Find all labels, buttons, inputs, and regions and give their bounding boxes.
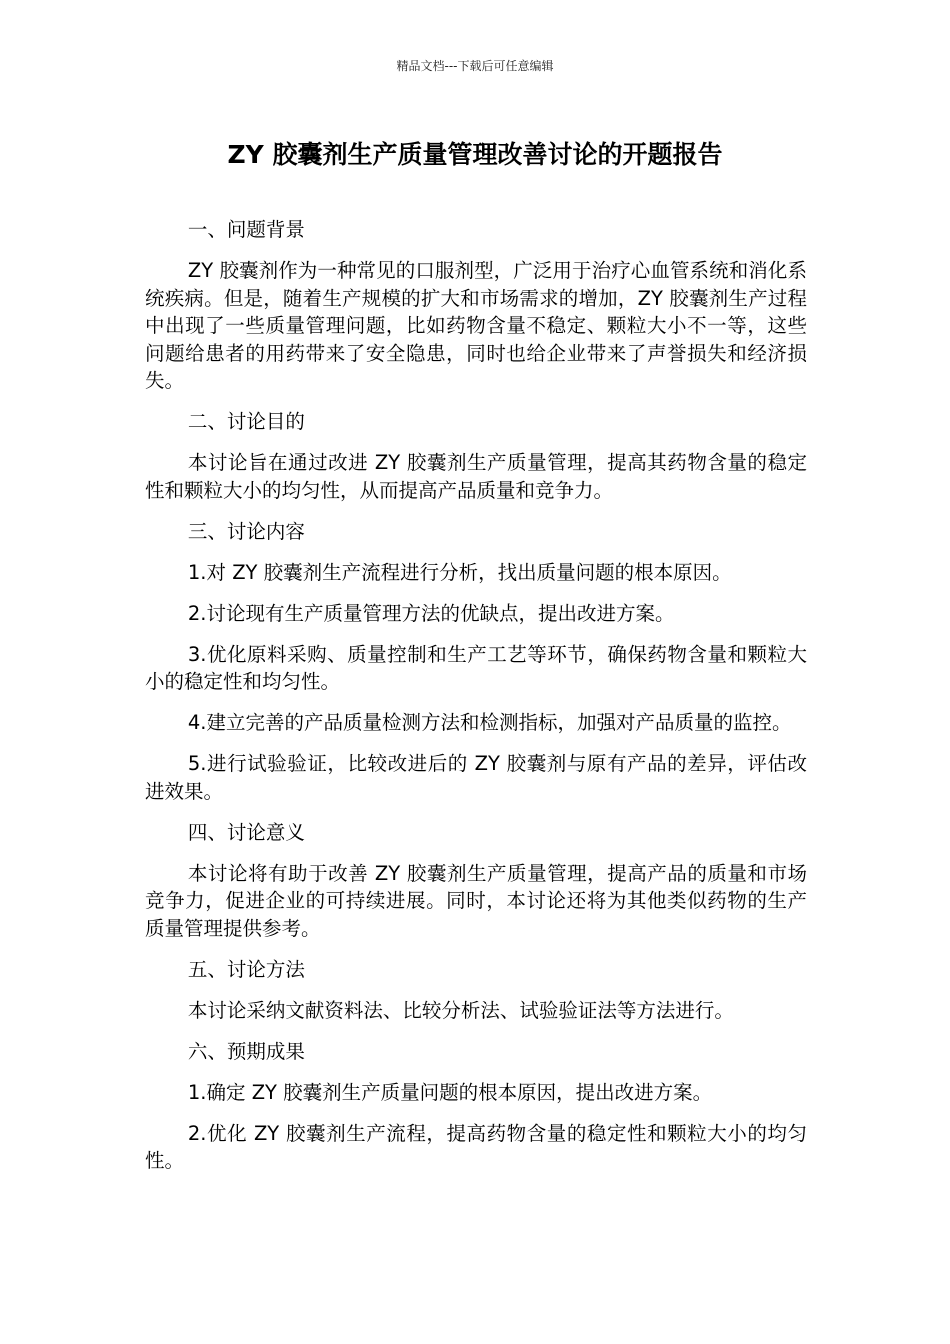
- section-methods: [145, 956, 807, 1025]
- paragraph: ZY 胶囊剂作为一种常见的口服剂型，广泛用于治疗心血管系统和消化系统疾病。但是，随着生产规模的扩大和市场需求的增加，ZY 胶囊剂生产过程中出现了一些质量管理问题，比如药物含量不稳定、颗粒大小不一等，这些问题给患者的用药带来了安全隐患，同时也给企业带来了声誉损失和经济损失。: [145, 259, 807, 392]
- paragraph: 本讨论采纳文献资料法、比较分析法、试验验证法等方法进行。: [187, 998, 734, 1022]
- section-heading: 二、讨论目的: [187, 410, 305, 433]
- section-heading: 五、讨论方法: [187, 957, 305, 981]
- document-title: ZY 胶囊剂生产质量管理改善讨论的开题报告: [227, 140, 723, 169]
- section-expected-results: [145, 1038, 807, 1175]
- section-significance: [145, 819, 807, 943]
- list-item: 2.讨论现有生产质量管理方法的优缺点，提出改进方案。: [187, 601, 675, 625]
- list-item: 1.确定 ZY 胶囊剂生产质量问题的根本原因，提出改进方案。: [187, 1080, 713, 1104]
- paragraph: 本讨论将有助于改善 ZY 胶囊剂生产质量管理，提高产品的质量和市场竞争力，促进企业的可持续进展。同时，本讨论还将为其他类似药物的生产质量管理提供参考。: [145, 861, 807, 940]
- list-item: 3.优化原料采购、质量控制和生产工艺等环节，确保药物含量和颗粒大小的稳定性和均匀性。: [145, 642, 807, 693]
- section-purpose: [145, 408, 807, 504]
- section-content: [145, 518, 807, 806]
- list-item: 4.建立完善的产品质量检测方法和检测指标，加强对产品质量的监控。: [187, 711, 792, 734]
- section-heading: 四、讨论意义: [187, 820, 305, 844]
- section-heading: 三、讨论内容: [187, 519, 305, 543]
- paragraph: 本讨论旨在通过改进 ZY 胶囊剂生产质量管理，提高其药物含量的稳定性和颗粒大小的均匀性，从而提高产品质量和竞争力。: [145, 451, 807, 502]
- section-background: [145, 216, 807, 395]
- list-item: 5.进行试验验证，比较改进后的 ZY 胶囊剂与原有产品的差异，评估改进效果。: [145, 752, 807, 803]
- header-note: 精品文档---下载后可任意编辑: [396, 59, 554, 73]
- section-heading: 一、问题背景: [187, 218, 305, 241]
- list-item: 1.对 ZY 胶囊剂生产流程进行分析，找出质量问题的根本原因。: [187, 560, 732, 584]
- list-item: 2.优化 ZY 胶囊剂生产流程，提高药物含量的稳定性和颗粒大小的均匀性。: [145, 1121, 807, 1172]
- document-body: [145, 216, 807, 1188]
- section-heading: 六、预期成果: [187, 1039, 305, 1063]
